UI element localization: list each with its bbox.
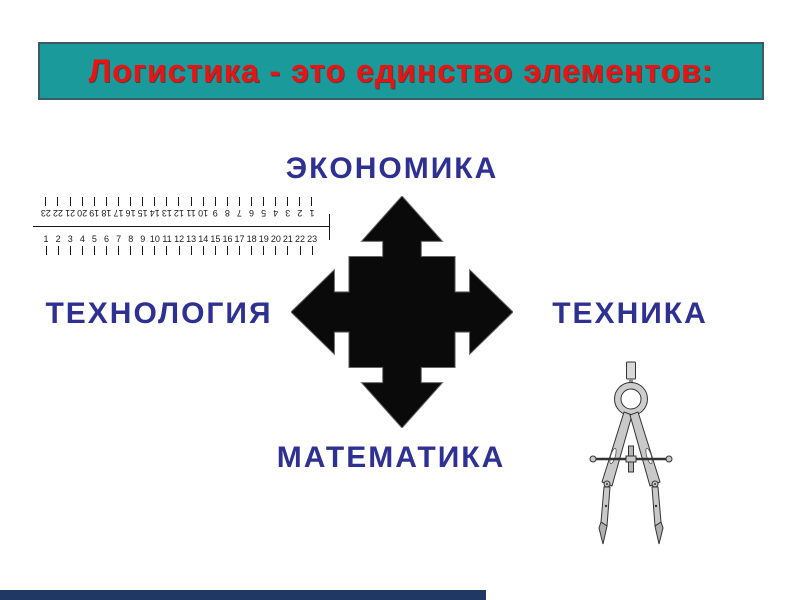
ruler-mark: 5 xyxy=(88,234,100,256)
ruler-mark: 6 xyxy=(100,234,112,256)
ruler-mark: 22 xyxy=(294,234,306,256)
ruler-mark: 2 xyxy=(52,234,64,256)
ruler-mark: 20 xyxy=(270,234,282,256)
ruler-mark: 7 xyxy=(113,234,125,256)
ruler-mark: 8 xyxy=(125,234,137,256)
ruler-mark: 4 xyxy=(270,196,282,218)
ruler-mark: 12 xyxy=(173,234,185,256)
ruler-mark: 19 xyxy=(258,234,270,256)
ruler-icon xyxy=(40,196,318,258)
ruler-mark: 1 xyxy=(306,196,318,218)
ruler-mark: 4 xyxy=(76,234,88,256)
ruler-mark: 6 xyxy=(245,196,257,218)
ruler-mark: 15 xyxy=(137,196,149,218)
title-banner xyxy=(38,42,764,100)
ruler-mark: 3 xyxy=(282,196,294,218)
ruler-mark: 14 xyxy=(149,196,161,218)
ruler-mark: 5 xyxy=(258,196,270,218)
ruler-mark: 11 xyxy=(161,234,173,256)
ruler-mark: 14 xyxy=(197,234,209,256)
quad-arrow-icon xyxy=(291,196,513,428)
ruler-scale-bottom xyxy=(40,234,318,256)
ruler-mark: 3 xyxy=(64,234,76,256)
ruler-mark: 21 xyxy=(64,196,76,218)
ruler-mark: 21 xyxy=(282,234,294,256)
ruler-mark: 13 xyxy=(185,234,197,256)
ruler-mark: 10 xyxy=(197,196,209,218)
ruler-mark: 2 xyxy=(294,196,306,218)
footer-accent-bar xyxy=(0,590,486,600)
ruler-mark: 17 xyxy=(112,196,124,218)
ruler-center-line xyxy=(33,226,330,227)
ruler-mark: 15 xyxy=(209,234,221,256)
ruler-mark: 1 xyxy=(40,234,52,256)
ruler-mark: 16 xyxy=(221,234,233,256)
compass-icon xyxy=(583,356,675,548)
ruler-mark: 11 xyxy=(185,196,197,218)
ruler-mark: 13 xyxy=(161,196,173,218)
ruler-mark: 9 xyxy=(209,196,221,218)
node-label-technics: ТЕХНИКА xyxy=(552,297,708,330)
ruler-mark: 20 xyxy=(76,196,88,218)
ruler-mark: 23 xyxy=(306,234,318,256)
ruler-mark: 17 xyxy=(234,234,246,256)
ruler-mark: 12 xyxy=(173,196,185,218)
ruler-mark: 9 xyxy=(137,234,149,256)
ruler-scale-top xyxy=(40,196,318,218)
ruler-mark: 8 xyxy=(221,196,233,218)
node-label-economics: ЭКОНОМИКА xyxy=(285,152,499,185)
ruler-mark: 18 xyxy=(100,196,112,218)
slide-title: Логистика - это единство элементов: xyxy=(88,52,714,89)
ruler-mark: 19 xyxy=(88,196,100,218)
node-label-technology: ТЕХНОЛОГИЯ xyxy=(45,297,273,330)
ruler-mark: 22 xyxy=(52,196,64,218)
ruler-mark: 23 xyxy=(40,196,52,218)
ruler-mark: 7 xyxy=(233,196,245,218)
node-label-mathematics: МАТЕМАТИКА xyxy=(276,441,506,474)
ruler-mark: 10 xyxy=(149,234,161,256)
ruler-mark: 16 xyxy=(125,196,137,218)
ruler-mark: 18 xyxy=(246,234,258,256)
